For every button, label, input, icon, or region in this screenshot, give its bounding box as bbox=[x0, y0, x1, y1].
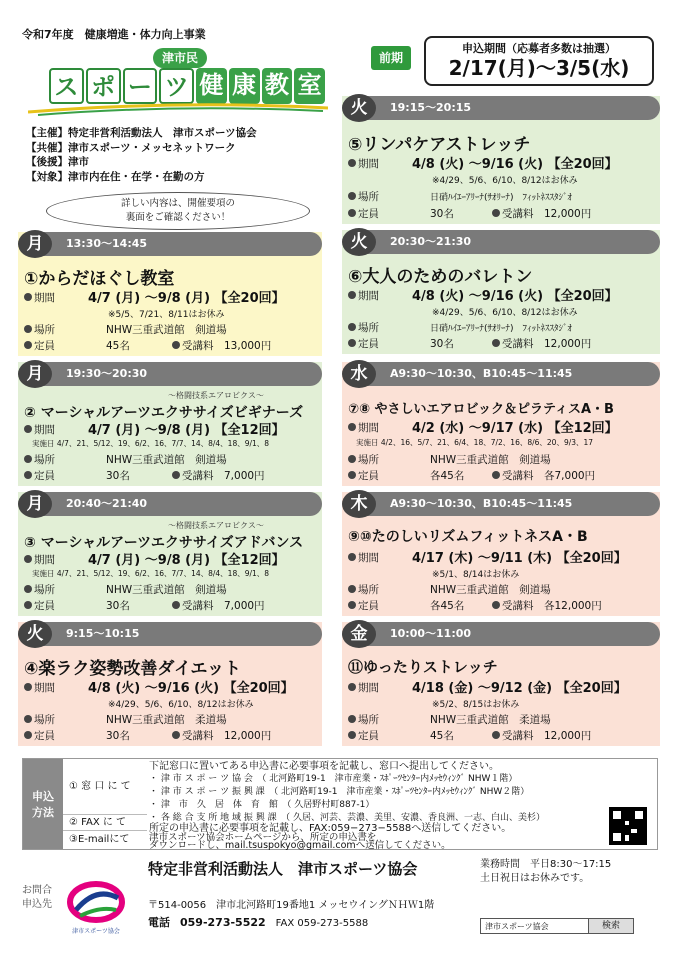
method-fax: ② FAX に て bbox=[63, 815, 147, 831]
row-label: 場所 bbox=[358, 584, 379, 596]
bullet-icon bbox=[492, 601, 500, 609]
class-card-5 bbox=[342, 96, 660, 224]
class-cap: 30名 bbox=[106, 600, 130, 612]
row-label: 期間 bbox=[34, 424, 55, 436]
counter-location: ・ 津 市 久 居 体 育 館 （ 久居野村町887-1） bbox=[149, 800, 375, 810]
day-badge: 月 bbox=[18, 230, 52, 258]
class-title: ④楽ラク姿勢改善ダイエット bbox=[24, 659, 242, 679]
bullet-icon bbox=[348, 159, 356, 167]
card-header bbox=[342, 96, 660, 120]
bullet-icon bbox=[24, 325, 32, 333]
apply-label bbox=[23, 759, 63, 849]
place-row bbox=[348, 582, 551, 597]
class-title: ①からだほぐし教室 bbox=[24, 269, 175, 289]
class-note: ※4/29、5/6、6/10、8/12はお休み bbox=[432, 308, 578, 318]
card-header bbox=[18, 622, 322, 646]
period-row bbox=[24, 422, 55, 437]
class-dates: 4/17 (木) 〜9/11 (木) 【全20回】 bbox=[412, 551, 627, 566]
logo-sub: 津市民 bbox=[153, 48, 207, 68]
class-place: 日硝ﾊｲｴｰｱﾘｰﾅ(ｻｵﾘｰﾅ) ﾌｨｯﾄﾈｽｽﾀｼﾞｵ bbox=[430, 324, 573, 334]
bullet-icon bbox=[24, 715, 32, 723]
footer bbox=[22, 856, 662, 956]
cap-row bbox=[24, 598, 130, 613]
class-cap: 30名 bbox=[430, 338, 454, 350]
class-title: ⑦⑧ やさしいエアロビック＆ピラティスA・B bbox=[348, 402, 614, 417]
day-badge: 火 bbox=[18, 620, 52, 648]
class-title: ③ マーシャルアーツエクササイズアドバンス bbox=[24, 535, 304, 551]
counter-location: ・ 津 市 ス ポ ー ツ 協 会 （ 北河路町19-1 津市産業・ｽﾎﾟｰﾂｾﾝﾀｰ内ﾒｯｾｳｨﾝｸﾞ NHW１階） bbox=[149, 774, 518, 784]
period-row bbox=[24, 552, 55, 567]
bullet-icon bbox=[24, 455, 32, 463]
card-header bbox=[18, 362, 322, 386]
logo-char: 健 bbox=[196, 68, 227, 104]
row-label: 受講料 bbox=[502, 338, 534, 350]
place-row bbox=[24, 582, 227, 597]
search-input[interactable]: 津市スポーツ協会 bbox=[480, 918, 616, 934]
class-time: 9:15〜10:15 bbox=[66, 627, 140, 640]
row-label: 場所 bbox=[358, 454, 379, 466]
organization-name: 特定非営利活動法人 津市スポーツ協会 bbox=[148, 860, 418, 878]
method-email: ③E-mailにて bbox=[69, 834, 130, 845]
bullet-icon bbox=[24, 341, 32, 349]
day-badge: 火 bbox=[342, 228, 376, 256]
row-label: 期間 bbox=[34, 292, 55, 304]
class-category: 〜格闘技系エアロビクス〜 bbox=[168, 521, 264, 530]
cap-row bbox=[348, 336, 454, 351]
row-label: 受講料 bbox=[502, 470, 534, 482]
bullet-icon bbox=[24, 601, 32, 609]
class-cap: 各45名 bbox=[430, 470, 465, 482]
inquiry-line: 申込先 bbox=[22, 899, 52, 910]
class-place: NHW三重武道館 柔道場 bbox=[106, 714, 227, 726]
row-label: 場所 bbox=[358, 714, 379, 726]
fee-row bbox=[172, 598, 265, 613]
class-fee: 各7,000円 bbox=[544, 470, 596, 482]
fee-row bbox=[172, 728, 271, 743]
class-dates: 4/8 (火) 〜9/16 (火) 【全20回】 bbox=[412, 157, 618, 172]
day-badge: 火 bbox=[342, 94, 376, 122]
day-badge: 月 bbox=[18, 490, 52, 518]
class-dates: 4/7 (月) 〜9/8 (月) 【全20回】 bbox=[88, 291, 285, 306]
fee-row bbox=[492, 336, 591, 351]
application-methods bbox=[22, 758, 658, 850]
note-line: 裏面をご確認ください！ bbox=[125, 212, 231, 223]
class-schedule: 実施日 4/7、21、5/12、19、6/2、16、7/7、14、8/4、18、9/1、8 bbox=[32, 569, 270, 578]
row-label: 期間 bbox=[358, 422, 379, 434]
class-fee: 各12,000円 bbox=[544, 600, 602, 612]
bullet-icon bbox=[348, 731, 356, 739]
class-category: 〜格闘技系エアロビクス〜 bbox=[168, 391, 264, 400]
bullet-icon bbox=[24, 293, 32, 301]
svg-text:津市スポーツ協会: 津市スポーツ協会 bbox=[72, 928, 120, 935]
logo-char: 室 bbox=[294, 68, 325, 104]
class-card-1 bbox=[18, 232, 322, 356]
note-line: 詳しい内容は、開催要項の bbox=[120, 198, 235, 209]
place-row bbox=[348, 452, 551, 467]
bullet-icon bbox=[24, 585, 32, 593]
period-row bbox=[348, 680, 379, 695]
class-time: A9:30〜10:30、B10:45〜11:45 bbox=[390, 367, 573, 380]
row-label: 場所 bbox=[358, 322, 379, 334]
row-label: 受講料 bbox=[502, 600, 534, 612]
class-fee: 7,000円 bbox=[224, 470, 265, 482]
fax-number: FAX 059-273-5588 bbox=[275, 918, 369, 929]
class-cap: 45名 bbox=[430, 730, 454, 742]
class-note: ※5/5、7/21、8/11はお休み bbox=[108, 310, 225, 320]
row-label: 受講料 bbox=[502, 208, 534, 220]
logo-char: ツ bbox=[159, 68, 194, 104]
class-dates: 4/7 (月) 〜9/8 (月) 【全12回】 bbox=[88, 423, 285, 438]
bullet-icon bbox=[492, 209, 500, 217]
bullet-icon bbox=[348, 715, 356, 723]
class-fee: 12,000円 bbox=[224, 730, 272, 742]
bullet-icon bbox=[348, 192, 356, 200]
class-card-3 bbox=[18, 492, 322, 616]
business-hours bbox=[480, 858, 611, 886]
row-label: 定員 bbox=[358, 730, 379, 742]
email-text: ダウンロードし、mail.tsuspokyo@gmail.comへ送信してください。 bbox=[149, 840, 451, 851]
tel-label: 電話 bbox=[148, 916, 170, 929]
class-time: 20:40〜21:40 bbox=[66, 497, 148, 510]
logo-char: 康 bbox=[229, 68, 260, 104]
class-cap: 45名 bbox=[106, 340, 130, 352]
period-row bbox=[24, 290, 55, 305]
bullet-icon bbox=[348, 455, 356, 463]
class-note: ※4/29、5/6、6/10、8/12はお休み bbox=[432, 176, 578, 186]
row-label: 定員 bbox=[34, 600, 55, 612]
card-header bbox=[342, 622, 660, 646]
row-label: 場所 bbox=[34, 324, 55, 336]
bullet-icon bbox=[348, 209, 356, 217]
bullet-icon bbox=[348, 553, 356, 561]
email-text: 津市スポーツ協会ホームページから、所定の申込書を bbox=[149, 832, 377, 843]
class-note: ※4/29、5/6、6/10、8/12はお休み bbox=[108, 700, 254, 710]
card-header bbox=[342, 492, 660, 516]
class-title: ⑪ゆったりストレッチ bbox=[348, 658, 498, 676]
bullet-icon bbox=[172, 471, 180, 479]
bullet-icon bbox=[348, 601, 356, 609]
info-line: 【主催】特定非営利活動法人 津市スポーツ協会 bbox=[26, 127, 257, 139]
bullet-icon bbox=[24, 555, 32, 563]
tel-number: 059-273-5522 bbox=[180, 916, 266, 929]
logo-swoosh bbox=[28, 102, 328, 116]
card-header bbox=[342, 230, 660, 254]
class-time: 19:15〜20:15 bbox=[390, 101, 472, 114]
class-card-8 bbox=[342, 492, 660, 616]
class-cap: 30名 bbox=[106, 470, 130, 482]
logo-char: ス bbox=[49, 68, 84, 104]
class-cap: 30名 bbox=[430, 208, 454, 220]
class-place: NHW三重武道館 柔道場 bbox=[430, 714, 551, 726]
fee-row bbox=[172, 468, 265, 483]
class-card-9 bbox=[342, 622, 660, 746]
class-fee: 12,000円 bbox=[544, 338, 592, 350]
bullet-icon bbox=[348, 339, 356, 347]
cap-row bbox=[24, 468, 130, 483]
class-dates: 4/2 (水) 〜9/17 (水) 【全12回】 bbox=[412, 421, 618, 436]
card-header bbox=[18, 232, 322, 256]
period-title: 申込期間（応募者多数は抽選） bbox=[462, 42, 616, 55]
class-title: ⑨⑩たのしいリズムフィットネスA・B bbox=[348, 529, 588, 545]
bullet-icon bbox=[492, 339, 500, 347]
organizer-info bbox=[26, 126, 257, 184]
row-label: 定員 bbox=[358, 208, 379, 220]
bullet-icon bbox=[348, 423, 356, 431]
place-row bbox=[348, 712, 551, 727]
cap-row bbox=[348, 728, 454, 743]
class-fee: 7,000円 bbox=[224, 600, 265, 612]
row-label: 場所 bbox=[34, 584, 55, 596]
apply-label-line: 方法 bbox=[32, 806, 54, 819]
bullet-icon bbox=[24, 683, 32, 691]
row-label: 受講料 bbox=[182, 340, 214, 352]
hours-line: 土日祝日はお休みです。 bbox=[480, 873, 590, 884]
address: 〒514-0056 津市北河路町19番地1 メッセウイングＮＨＷ1階 bbox=[148, 900, 435, 911]
inquiry-label bbox=[22, 884, 52, 912]
cap-row bbox=[348, 206, 454, 221]
counter-location: ・ 各 総 合 支 所 地 域 振 興 課 （ 久居、河芸、芸濃、美里、安濃、香良洲、一志、白山、美杉） bbox=[149, 813, 545, 823]
bullet-icon bbox=[24, 425, 32, 433]
place-row bbox=[24, 322, 227, 337]
class-card-6 bbox=[342, 230, 660, 354]
period-row bbox=[348, 550, 379, 565]
class-place: NHW三重武道館 剣道場 bbox=[106, 454, 227, 466]
day-badge: 金 bbox=[342, 620, 376, 648]
fee-row bbox=[172, 338, 271, 353]
period-dates: 2/17(月)〜3/5(水) bbox=[448, 56, 630, 80]
place-row bbox=[24, 452, 227, 467]
period-row bbox=[348, 420, 379, 435]
bullet-icon bbox=[24, 731, 32, 739]
class-title: ⑤リンパケアストレッチ bbox=[348, 135, 531, 155]
row-label: 場所 bbox=[34, 714, 55, 726]
cap-row bbox=[348, 468, 464, 483]
row-label: 定員 bbox=[34, 470, 55, 482]
row-label: 定員 bbox=[358, 470, 379, 482]
row-label: 受講料 bbox=[182, 600, 214, 612]
bullet-icon bbox=[348, 323, 356, 331]
row-label: 期間 bbox=[358, 290, 379, 302]
class-time: 20:30〜21:30 bbox=[390, 235, 472, 248]
apply-label-line: 申込 bbox=[32, 790, 54, 803]
cap-row bbox=[24, 338, 130, 353]
row-label: 期間 bbox=[34, 554, 55, 566]
class-cap: 30名 bbox=[106, 730, 130, 742]
row-label: 受講料 bbox=[182, 730, 214, 742]
bullet-icon bbox=[24, 471, 32, 479]
row-label: 場所 bbox=[34, 454, 55, 466]
bullet-icon bbox=[492, 471, 500, 479]
row-label: 期間 bbox=[34, 682, 55, 694]
organization-logo-icon bbox=[66, 876, 126, 936]
class-card-2 bbox=[18, 362, 322, 486]
row-label: 定員 bbox=[358, 338, 379, 350]
class-time: A9:30〜10:30、B10:45〜11:45 bbox=[390, 497, 573, 510]
row-label: 受講料 bbox=[502, 730, 534, 742]
row-label: 期間 bbox=[358, 682, 379, 694]
search-button[interactable]: 検索 bbox=[588, 918, 634, 934]
period-row bbox=[348, 288, 379, 303]
fee-row bbox=[492, 598, 602, 613]
fee-row bbox=[492, 468, 595, 483]
bullet-icon bbox=[172, 601, 180, 609]
qr-code-icon[interactable] bbox=[609, 807, 647, 845]
row-label: 定員 bbox=[34, 340, 55, 352]
class-dates: 4/7 (月) 〜9/8 (月) 【全12回】 bbox=[88, 553, 285, 568]
method-counter: ① 窓 口 に て bbox=[63, 759, 147, 815]
bullet-icon bbox=[348, 683, 356, 691]
class-place: NHW三重武道館 剣道場 bbox=[430, 454, 551, 466]
logo-char: 教 bbox=[262, 68, 293, 104]
class-place: 日硝ﾊｲｴｰｱﾘｰﾅ(ｻｵﾘｰﾅ) ﾌｨｯﾄﾈｽｽﾀｼﾞｵ bbox=[430, 193, 573, 203]
logo-char: ー bbox=[123, 68, 158, 104]
class-note: ※5/2、8/15はお休み bbox=[432, 700, 520, 710]
cap-row bbox=[348, 598, 464, 613]
row-label: 定員 bbox=[358, 600, 379, 612]
class-cap: 各45名 bbox=[430, 600, 465, 612]
logo-title bbox=[48, 68, 326, 104]
counter-location: ・ 津 市 ス ポ ー ツ 振 興 課 （ 北河路町19-1 津市産業・ｽﾎﾟｰﾂｾﾝﾀｰ内ﾒｯｾｳｨﾝｸﾞ NHW２階） bbox=[149, 787, 530, 797]
class-schedule: 実施日 4/7、21、5/12、19、6/2、16、7/7、14、8/4、18、9/1、8 bbox=[32, 439, 270, 448]
logo bbox=[28, 48, 328, 116]
fee-row bbox=[492, 206, 591, 221]
fee-row bbox=[492, 728, 591, 743]
bullet-icon bbox=[348, 291, 356, 299]
bullet-icon bbox=[492, 731, 500, 739]
info-line: 【共催】津市スポーツ・メッセネットワーク bbox=[26, 141, 236, 154]
class-place: NHW三重武道館 剣道場 bbox=[430, 584, 551, 596]
class-fee: 12,000円 bbox=[544, 730, 592, 742]
class-time: 10:00〜11:00 bbox=[390, 627, 472, 640]
hours-line: 業務時間 平日8:30〜17:15 bbox=[480, 859, 612, 870]
class-note: ※5/1、8/14はお休み bbox=[432, 570, 520, 580]
place-row bbox=[348, 189, 572, 204]
class-dates: 4/18 (金) 〜9/12 (金) 【全20回】 bbox=[412, 681, 627, 696]
details-note bbox=[46, 192, 310, 230]
inquiry-line: お問合 bbox=[22, 885, 52, 896]
fax-text: 所定の申込書に必要事項を記載し、FAX:059−273−5588へ送信してください。 bbox=[149, 823, 512, 834]
class-fee: 13,000円 bbox=[224, 340, 272, 352]
row-label: 期間 bbox=[358, 552, 379, 564]
class-dates: 4/8 (火) 〜9/16 (火) 【全20回】 bbox=[412, 289, 618, 304]
info-line: 【後援】津市 bbox=[26, 156, 89, 168]
bullet-icon bbox=[172, 731, 180, 739]
period-row bbox=[24, 680, 55, 695]
place-row bbox=[348, 320, 572, 335]
bullet-icon bbox=[348, 471, 356, 479]
contact-numbers bbox=[148, 914, 368, 930]
row-label: 定員 bbox=[34, 730, 55, 742]
class-schedule: 実施日 4/2、16、5/7、21、6/4、18、7/2、16、8/6、20、9/3、17 bbox=[356, 438, 594, 447]
row-label: 場所 bbox=[358, 191, 379, 203]
class-title: ② マーシャルアーツエクササイズビギナーズ bbox=[24, 405, 304, 421]
card-header bbox=[18, 492, 322, 516]
class-time: 13:30〜14:45 bbox=[66, 237, 148, 250]
logo-char: ポ bbox=[86, 68, 121, 104]
bullet-icon bbox=[348, 585, 356, 593]
period-row bbox=[348, 156, 379, 171]
class-dates: 4/8 (火) 〜9/16 (火) 【全20回】 bbox=[88, 681, 294, 696]
cap-row bbox=[24, 728, 130, 743]
class-place: NHW三重武道館 剣道場 bbox=[106, 584, 227, 596]
card-header bbox=[342, 362, 660, 386]
application-period bbox=[424, 36, 654, 86]
counter-text: 下記窓口に置いてある申込書に必要事項を記載し、窓口へ提出してください。 bbox=[149, 761, 499, 772]
day-badge: 木 bbox=[342, 490, 376, 518]
day-badge: 月 bbox=[18, 360, 52, 388]
class-fee: 12,000円 bbox=[544, 208, 592, 220]
class-time: 19:30〜20:30 bbox=[66, 367, 148, 380]
class-place: NHW三重武道館 剣道場 bbox=[106, 324, 227, 336]
class-card-7 bbox=[342, 362, 660, 486]
info-line: 【対象】津市内在住・在学・在勤の方 bbox=[26, 170, 205, 183]
term-badge: 前期 bbox=[371, 46, 411, 70]
row-label: 期間 bbox=[358, 158, 379, 170]
day-badge: 水 bbox=[342, 360, 376, 388]
row-label: 受講料 bbox=[182, 470, 214, 482]
class-card-4 bbox=[18, 622, 322, 746]
place-row bbox=[24, 712, 227, 727]
class-title: ⑥大人のためのバレトン bbox=[348, 267, 533, 287]
bullet-icon bbox=[172, 341, 180, 349]
program-year-line: 令和7年度 健康増進・体力向上事業 bbox=[22, 28, 206, 41]
